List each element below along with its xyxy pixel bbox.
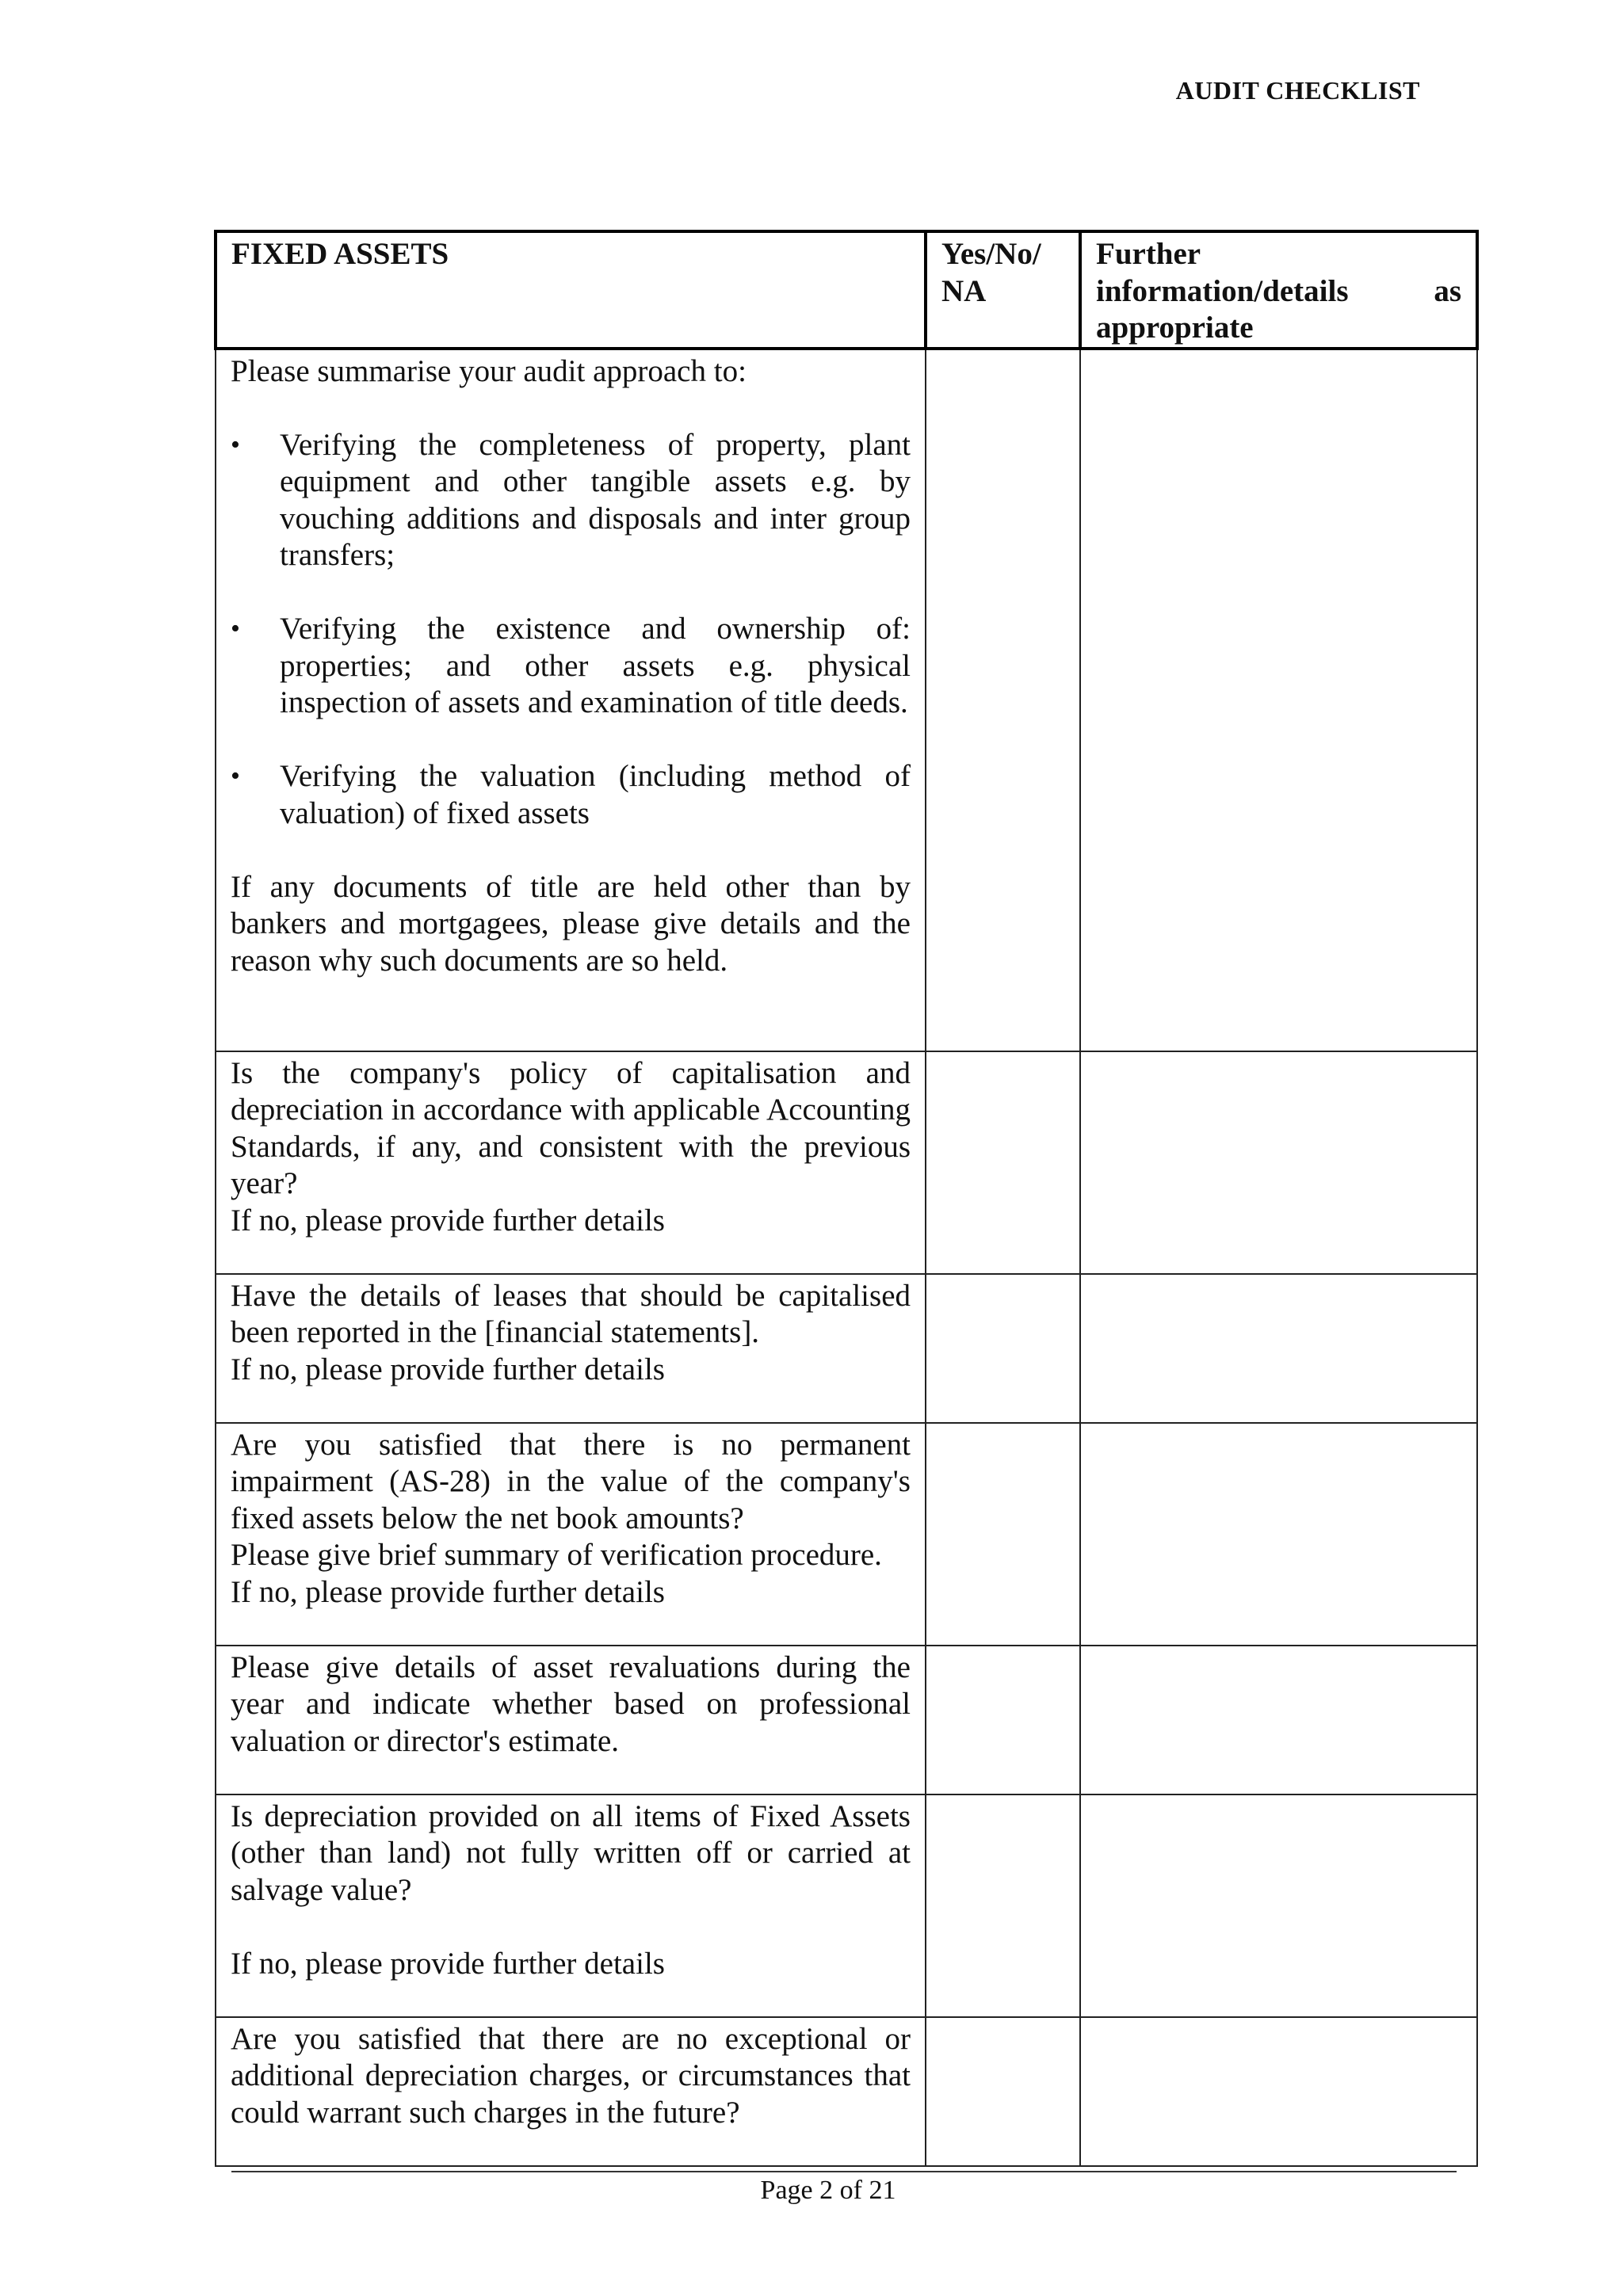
table-header-row	[216, 231, 1477, 349]
row4-procedure: Please give brief summary of verification procedure.	[231, 1538, 882, 1572]
question-cell	[216, 1646, 926, 1794]
row7-question: Are you satisfied that there are no exceptional or additional depreciation charges, or circumstances that could warrant such charges in the future?	[231, 2021, 911, 2130]
fixed-assets-checklist-table	[214, 230, 1479, 2167]
table-row	[216, 1423, 1477, 1646]
footer-divider	[231, 2171, 1457, 2172]
table-row	[216, 1274, 1477, 1423]
table-row	[216, 349, 1477, 1051]
row4-followup: If no, please provide further details	[231, 1574, 665, 1609]
yes-no-answer-cell[interactable]	[926, 1794, 1080, 2017]
yes-no-answer-cell[interactable]	[926, 1274, 1080, 1423]
row5-question: Please give details of asset revaluations during the year and indicate whether based on professional valuation or director's estimate.	[231, 1650, 911, 1758]
yes-no-answer-cell[interactable]	[926, 1646, 1080, 1794]
question-cell	[216, 1274, 926, 1423]
row1-bullet-valuation: • Verifying the valuation (including method of valuation) of fixed assets	[231, 758, 911, 832]
question-cell	[216, 1794, 926, 2017]
table-row	[216, 1051, 1477, 1274]
row2-followup: If no, please provide further details	[231, 1203, 665, 1238]
row1-bullet-completeness: • Verifying the completeness of property, plant equipment and other tangible assets e.g. by vouching additions and disposals and inter group transfers;	[231, 427, 911, 574]
question-cell	[216, 2017, 926, 2166]
row6-followup: If no, please provide further details	[231, 1946, 665, 1981]
row3-question: Have the details of leases that should be capitalised been reported in the [financial statements].	[231, 1278, 911, 1349]
yes-no-answer-cell[interactable]	[926, 1051, 1080, 1274]
yes-no-answer-cell[interactable]	[926, 349, 1080, 1051]
row1-bullet-existence: • Verifying the existence and ownership of: properties; and other assets e.g. physical inspection of assets and examination of title deeds.	[231, 611, 911, 722]
row6-question: Is depreciation provided on all items of Fixed Assets (other than land) not fully written off or carried at salvage value?	[231, 1798, 911, 1907]
question-cell	[216, 1423, 926, 1646]
further-information-column-header: Further information/details as appropriate	[1080, 231, 1477, 349]
row1-intro: Please summarise your audit approach to:	[231, 353, 747, 388]
yes-no-na-column-header: Yes/No/ NA	[926, 231, 1080, 349]
table-row	[216, 2017, 1477, 2166]
table-row	[216, 1794, 1477, 2017]
row4-question: Are you satisfied that there is no permanent impairment (AS-28) in the value of the company's fixed assets below the net book amounts?	[231, 1427, 911, 1535]
page-number: Page 2 of 21	[760, 2176, 896, 2205]
table-row	[216, 1646, 1477, 1794]
further-info-cell[interactable]	[1080, 1423, 1477, 1646]
further-info-cell[interactable]	[1080, 2017, 1477, 2166]
section-title: FIXED ASSETS	[216, 231, 926, 349]
row3-followup: If no, please provide further details	[231, 1352, 665, 1386]
yes-no-answer-cell[interactable]	[926, 2017, 1080, 2166]
further-info-cell[interactable]	[1080, 349, 1477, 1051]
further-info-cell[interactable]	[1080, 1794, 1477, 2017]
further-info-cell[interactable]	[1080, 1051, 1477, 1274]
question-cell	[216, 1051, 926, 1274]
row2-question: Is the company's policy of capitalisation and depreciation in accordance with applicable Accounting Standards, if any, and consistent with the previous year?	[231, 1055, 911, 1200]
row1-note: If any documents of title are held other than by bankers and mortgagees, please give details and the reason why such documents are so held.	[231, 869, 911, 978]
further-info-cell[interactable]	[1080, 1274, 1477, 1423]
question-cell	[216, 349, 926, 1051]
page-header-title: AUDIT CHECKLIST	[1175, 76, 1420, 105]
yes-no-answer-cell[interactable]	[926, 1423, 1080, 1646]
further-info-cell[interactable]	[1080, 1646, 1477, 1794]
